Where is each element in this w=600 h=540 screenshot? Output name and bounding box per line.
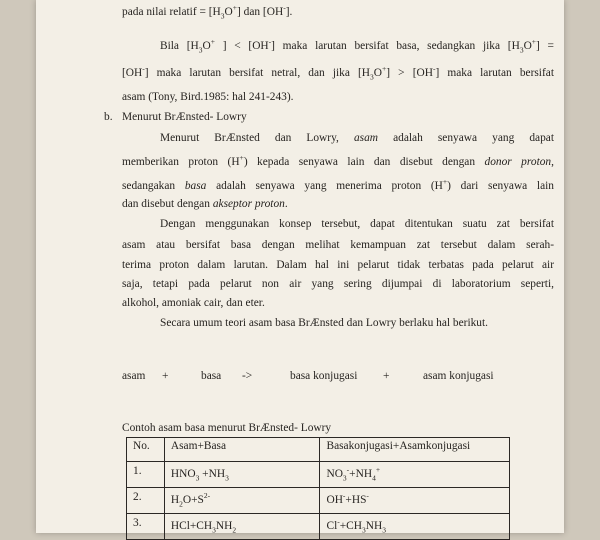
- text-line-15: Secara umum teori asam basa BrÆnsted dan Lowry berlaku hal berikut.: [160, 317, 489, 329]
- eq-plus-1: +: [162, 370, 169, 382]
- text-line-9: dan disebut dengan akseptor proton.: [122, 198, 288, 210]
- eq-plus-2: +: [383, 370, 390, 382]
- text-line-14: alkohol, amoniak cair, dan eter.: [122, 297, 265, 309]
- header-asam-basa: Asam+Basa: [164, 438, 320, 462]
- example-table: [126, 437, 510, 540]
- text-line-10: Dengan menggunakan konsep tersebut, dapat ditentukan suatu zat bersifat: [160, 218, 554, 230]
- text-line-1: pada nilai relatif = $[H_3O^+]$ dan [OH-].: [122, 3, 293, 21]
- eq-basa: basa: [201, 370, 222, 382]
- text-line-8: sedangakan basa adalah senyawa yang menerima proton (H+) dari senyawa lain: [122, 177, 555, 192]
- text-line-3: [OH-] maka larutan bersifat netral, dan jika $[H_3O^+] > [OH^-]$ maka larutan bersifat: [122, 64, 554, 82]
- table-caption: Contoh asam basa menurut BrÆnsted- Lowry: [122, 422, 332, 434]
- cell-asam-basa: $HNO_3 +NH_3$: [164, 462, 320, 488]
- table-header-row: [127, 438, 510, 462]
- cell-konjugasi: $NO_3^-+NH_4^+$: [320, 462, 510, 488]
- text-line-2: Bila [$H_3O^+$ ] < [OH-] maka larutan bersifat basa, sedangkan jika $[H_3O^+]$ =: [160, 37, 554, 55]
- cell-asam-basa: $H_2O+S^{2-}$: [164, 488, 320, 514]
- section-marker: b.: [104, 111, 113, 123]
- eq-asam: asam: [122, 370, 146, 382]
- cell-no: 1.: [127, 462, 165, 488]
- text-line-6: Menurut BrÆnsted dan Lowry, asam adalah senyawa yang dapat: [160, 132, 554, 144]
- section-heading: Menurut BrÆnsted- Lowry: [122, 111, 247, 123]
- eq-arrow: ->: [242, 370, 253, 382]
- cell-asam-basa: $HCl+CH_3NH_2$: [164, 514, 320, 540]
- text-line-7: memberikan proton (H+) kepada senyawa lain dan disebut dengan donor proton,: [122, 153, 554, 168]
- text-line-11: asam atau bersifat basa dengan melihat kemampuan zat tersebut dalam serah-: [122, 239, 554, 251]
- eq-asam-konjugasi: asam konjugasi: [423, 370, 494, 382]
- header-no: No.: [127, 438, 165, 462]
- cell-no: 3.: [127, 514, 165, 540]
- text-line-4: asam (Tony, Bird.1985: hal 241-243).: [122, 91, 294, 103]
- cell-konjugasi: OH-+HS-: [320, 488, 510, 514]
- table-row: [127, 488, 510, 514]
- text-line-13: saja, tetapi pada pelarut non air yang sering dijumpai di laboratorium seperti,: [122, 278, 554, 290]
- eq-basa-konjugasi: basa konjugasi: [290, 370, 358, 382]
- text-line-12: terima proton dalam larutan. Dalam hal ini pelarut tidak terbatas pada pelarut air: [122, 259, 554, 271]
- header-konjugasi: Basakonjugasi+Asamkonjugasi: [320, 438, 510, 462]
- cell-konjugasi: $Cl^-+CH_3NH_3$: [320, 514, 510, 540]
- cell-no: 2.: [127, 488, 165, 514]
- table-row: [127, 514, 510, 540]
- table-row: [127, 462, 510, 488]
